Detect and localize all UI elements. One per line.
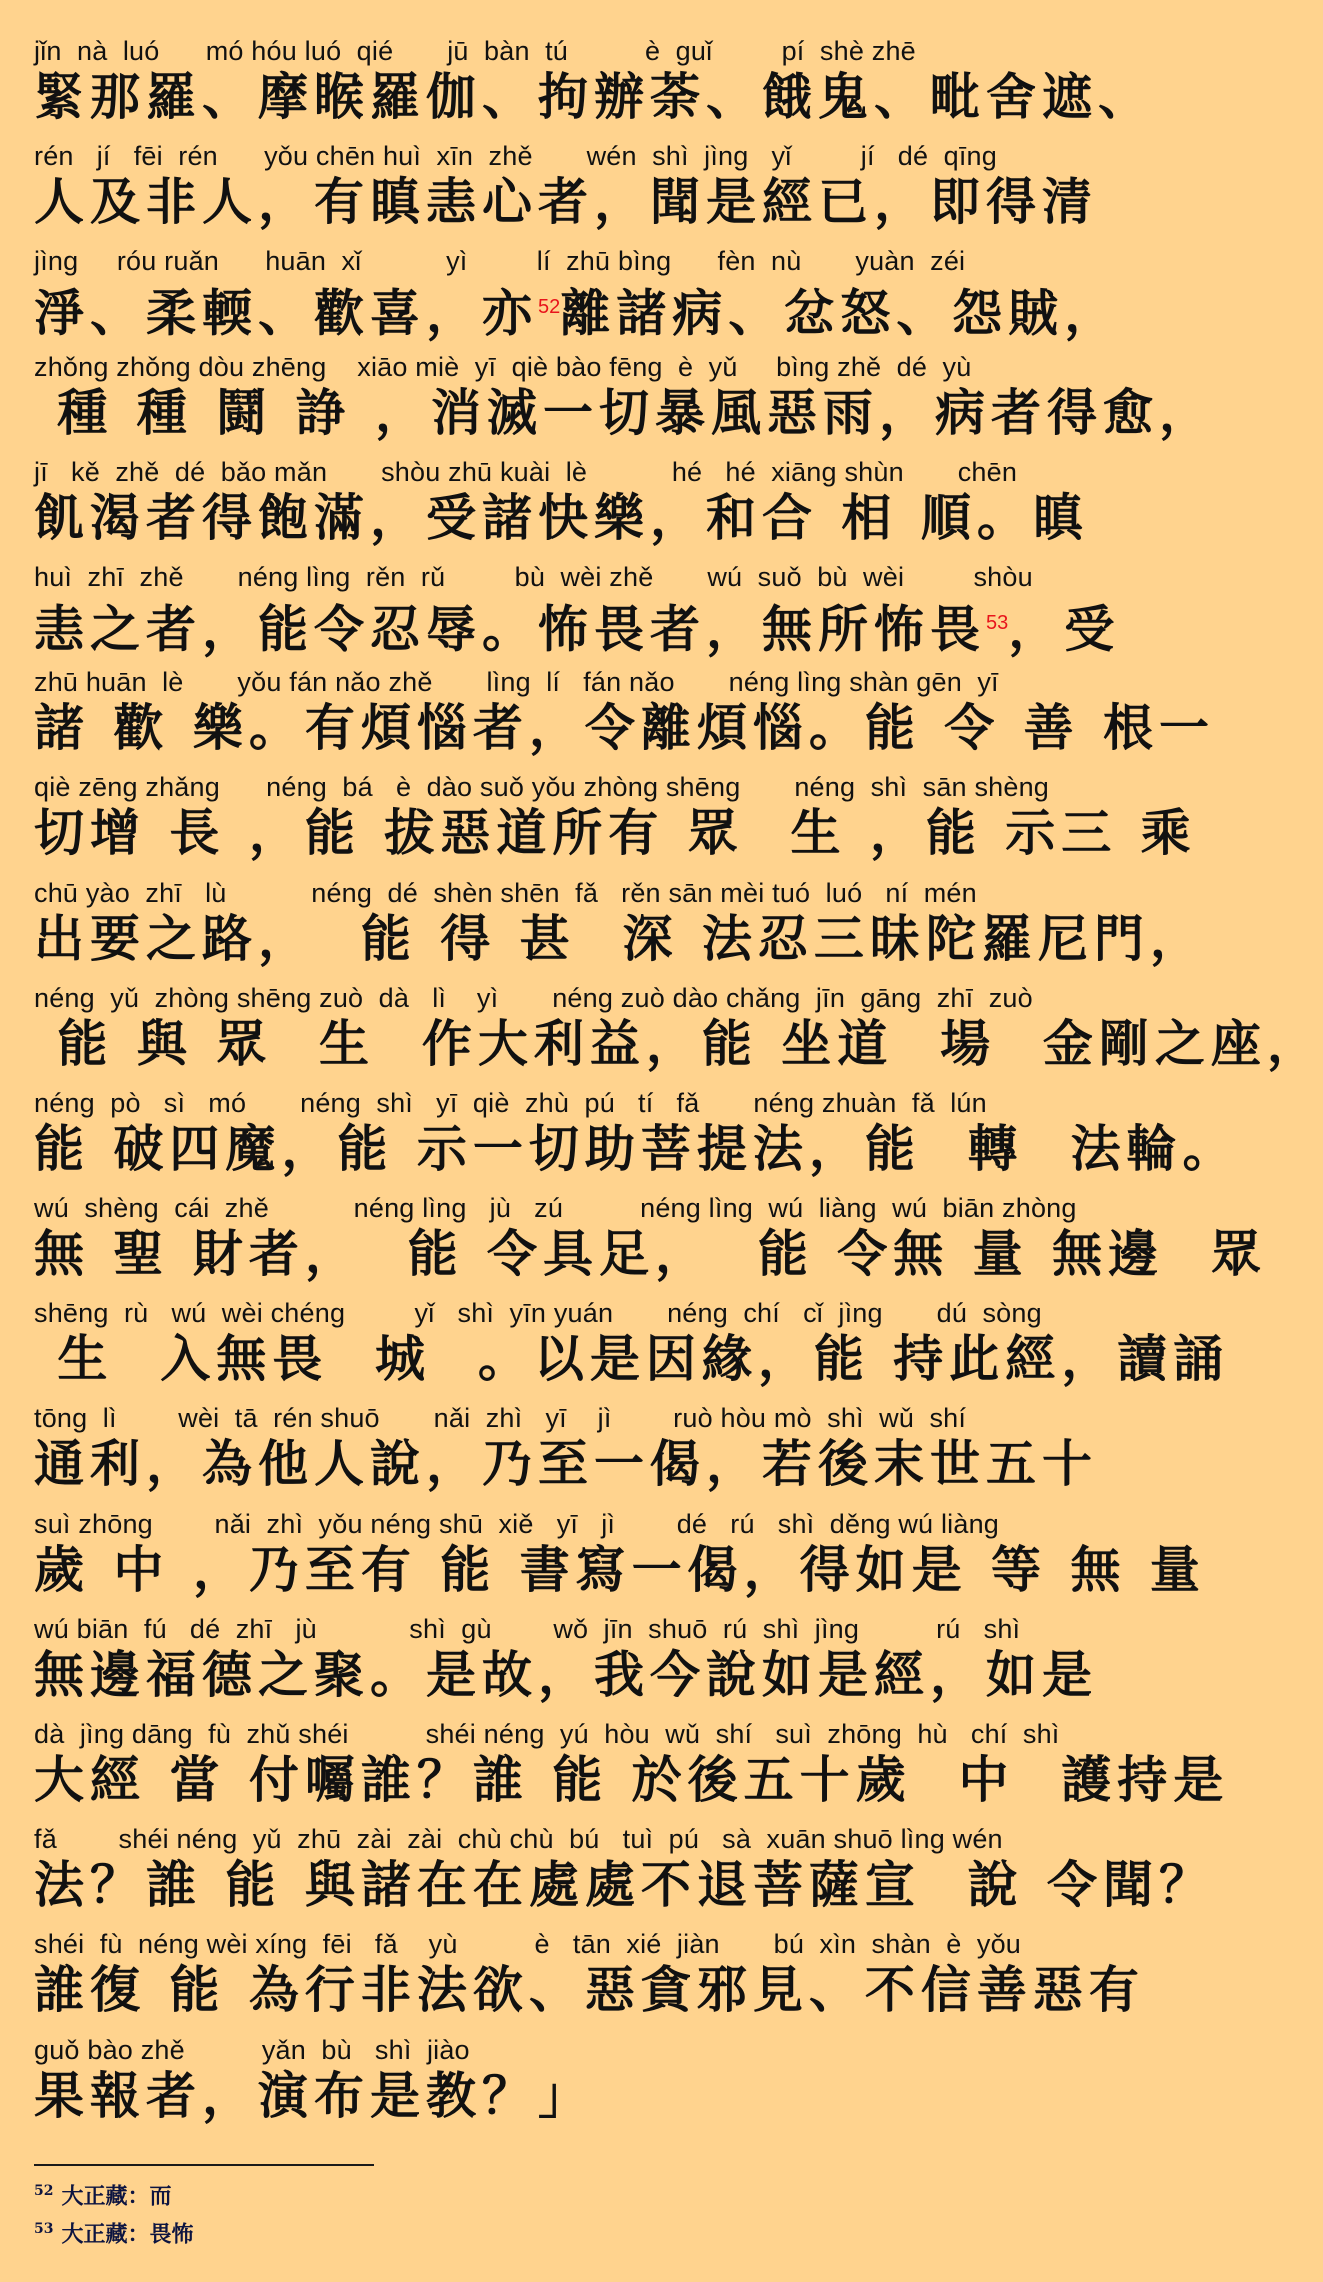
- pinyin-line: guǒ bào zhě yǎn bù shì jiào: [34, 2034, 470, 2065]
- hanzi-line: 法？誰 能 與諸在在處處不退菩薩宣 說 令聞？: [34, 1856, 1216, 1915]
- text-line: [34, 244, 1121, 349]
- pinyin-line: jǐn nà luó mó hóu luó qié jū bàn tú è guǐ pí shè zhē: [34, 36, 916, 66]
- text-line: [34, 1507, 1206, 1612]
- hanzi-segment: 淨、柔輭、歡喜，亦: [34, 285, 538, 344]
- hanzi-line: 果報者，演布是教？」: [34, 2066, 594, 2125]
- pinyin-line: qiè zēng zhǎng néng bá è dào suǒ yǒu zhòng shēng néng shì sān shèng: [34, 772, 1050, 803]
- hanzi-segment: 恚之者，能令忍辱。怖畏者，無所怖畏: [34, 600, 986, 659]
- pinyin-line: shéi fù néng wèi xíng fēi fǎ yù è tān xié jiàn bú xìn shàn è yǒu: [34, 1929, 1022, 1960]
- hanzi-line: [34, 594, 1121, 659]
- footnote-52: [34, 2172, 194, 2210]
- footnote-number: 53: [34, 2221, 54, 2237]
- text-line: [34, 560, 1121, 665]
- footnote-number: 52: [34, 2183, 54, 2199]
- text-line: [34, 455, 1089, 560]
- hanzi-line: 通利，為他人說，乃至一偈，若後末世五十: [34, 1435, 1098, 1494]
- text-line: [34, 1927, 1145, 2032]
- footnotes: [34, 2172, 194, 2248]
- hanzi-line: 切增 長 ，能 拔惡道所有 眾 生 ，能 示三 乘: [34, 804, 1197, 863]
- footnote-53: [34, 2210, 194, 2248]
- hanzi-line: 無 聖 財者， 能 令具足， 能 令無 量 無邊 眾: [34, 1225, 1267, 1284]
- pinyin-line: wú shèng cái zhě néng lìng jù zú néng lìng wú liàng wú biān zhòng: [34, 1193, 1077, 1224]
- hanzi-line: 歲 中 ，乃至有 能 書寫一偈，得如是 等 無 量: [34, 1540, 1206, 1599]
- hanzi-line: 出要之路， 能 得 甚 深 法忍三昧陀羅尼門，: [34, 909, 1206, 968]
- text-line: [34, 139, 1098, 244]
- text-line: [34, 2033, 1054, 2138]
- pinyin-line: huì zhī zhě néng lìng rěn rǔ bù wèi zhě wú suǒ bù wèi shòu: [34, 561, 1033, 592]
- hanzi-line: [34, 278, 1121, 344]
- hanzi-line: 能 破四魔，能 示一切助菩提法，能 轉 法輪。: [34, 1119, 1239, 1178]
- hanzi-line: 無邊福德之聚。是故，我今說如是經，如是: [34, 1645, 1098, 1704]
- hanzi-line: 緊那羅、摩睺羅伽、拘辦荼、餓鬼、毗舍遮、: [34, 68, 1154, 126]
- text-line: [34, 34, 1154, 139]
- hanzi-line: 諸 歡 樂。有煩惱者，令離煩惱。能 令 善 根一: [34, 699, 1216, 758]
- text-line: [34, 981, 1323, 1086]
- hanzi-line: 飢渴者得飽滿，受諸快樂，和合 相 順。瞋: [34, 488, 1089, 547]
- pinyin-line: chū yào zhī lù néng dé shèn shēn fǎ rěn sān mèi tuó luó ní mén: [34, 877, 977, 908]
- footnote-divider: [34, 2164, 374, 2166]
- text-line: [34, 1822, 1216, 1927]
- pinyin-line: jī kě zhě dé bǎo mǎn shòu zhū kuài lè hé hé xiāng shùn chēn: [34, 456, 1018, 487]
- pinyin-line: suì zhōng nǎi zhì yǒu néng shū xiě yī jì dé rú shì děng wú liàng: [34, 1508, 1000, 1539]
- hanzi-segment: 離諸病、忿怒、怨賊，: [560, 285, 1121, 344]
- text-line: [34, 350, 1216, 455]
- text-line: [34, 1191, 1267, 1296]
- text-line: [34, 1612, 1098, 1717]
- hanzi-line: 能 與 眾 生 作大利益，能 坐道 場 金剛之座，: [34, 1014, 1323, 1073]
- text-line: [34, 770, 1197, 875]
- footnote-text: 大正藏：而: [61, 2183, 172, 2210]
- hanzi-line: 生 入無畏 城 。以是因緣，能 持此經，讀誦: [34, 1330, 1230, 1389]
- hanzi-line: 誰復 能 為行非法欲、惡貪邪見、不信善惡有: [34, 1961, 1145, 2020]
- pinyin-line: néng pò sì mó néng shì yī qiè zhù pú tí fǎ néng zhuàn fǎ lún: [34, 1087, 987, 1118]
- text-line: [34, 1717, 1230, 1822]
- footnote-ref-53[interactable]: 53: [986, 611, 1009, 634]
- footnote-text: 大正藏：畏怖: [61, 2221, 194, 2248]
- text-line: [34, 876, 1206, 981]
- pinyin-line: rén jí fēi rén yǒu chēn huì xīn zhě wén shì jìng yǐ jí dé qīng: [34, 141, 997, 172]
- pinyin-line: zhū huān lè yǒu fán nǎo zhě lìng lí fán nǎo néng lìng shàn gēn yī: [34, 667, 999, 698]
- hanzi-line: 大經 當 付囑誰？誰 能 於後五十歲 中 護持是: [34, 1751, 1230, 1809]
- text-body: [34, 34, 1323, 2138]
- pinyin-line: tōng lì wèi tā rén shuō nǎi zhì yī jì ruò hòu mò shì wǔ shí: [34, 1403, 967, 1434]
- text-line: [34, 1296, 1230, 1401]
- pinyin-line: zhǒng zhǒng dòu zhēng xiāo miè yī qiè bào fēng è yǔ bìng zhě dé yù: [34, 351, 972, 382]
- text-line: [34, 665, 1216, 770]
- pinyin-line: wú biān fú dé zhī jù shì gù wǒ jīn shuō rú shì jìng rú shì: [34, 1613, 1021, 1644]
- pinyin-line: fǎ shéi néng yǔ zhū zài zài chù chù bú tuì pú sà xuān shuō lìng wén: [34, 1824, 1003, 1855]
- hanzi-line: 人及非人，有瞋恚心者，聞是經已，即得清: [34, 173, 1098, 232]
- text-line: [34, 1086, 1239, 1191]
- hanzi-segment: ，受: [1008, 600, 1121, 659]
- pinyin-line: jìng róu ruǎn huān xǐ yì lí zhū bìng fèn nù yuàn zéi: [34, 246, 966, 277]
- footnote-ref-52[interactable]: 52: [538, 296, 561, 319]
- text-line: [34, 1401, 1098, 1506]
- pinyin-line: néng yǔ zhòng shēng zuò dà lì yì néng zuò dào chǎng jīn gāng zhī zuò: [34, 982, 1033, 1013]
- pinyin-line: dà jìng dāng fù zhǔ shéi shéi néng yú hòu wǔ shí suì zhōng hù chí shì: [34, 1719, 1060, 1749]
- hanzi-line: 種 種 鬪 諍 ，消滅一切暴風惡雨，病者得愈，: [34, 383, 1216, 442]
- pinyin-line: shēng rù wú wèi chéng yǐ shì yīn yuán néng chí cǐ jìng dú sòng: [34, 1298, 1042, 1329]
